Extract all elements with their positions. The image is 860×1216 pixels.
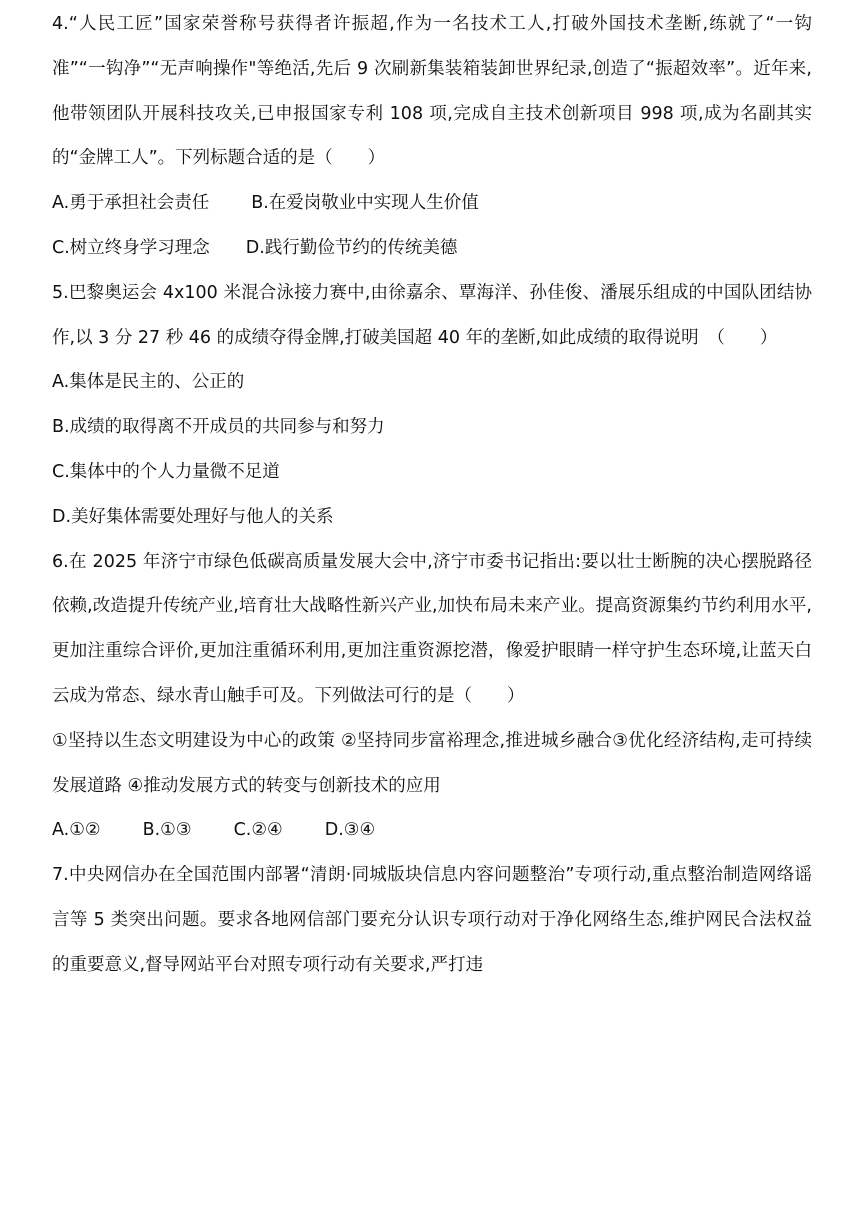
question-6-option-a: A.①② xyxy=(52,820,101,841)
question-5-option-d: D.美好集体需要处理好与他人的关系 xyxy=(52,506,334,527)
question-4-options-row-2 xyxy=(52,226,812,271)
question-6-statements: ①坚持以生态文明建设为中心的政策 ②坚持同步富裕理念,推进城乡融合③优化经济结构,走可持续发展道路 ④推动发展方式的转变与创新技术的应用 xyxy=(52,730,812,796)
question-4-option-b: B.在爱岗敬业中实现人生价值 xyxy=(251,193,479,214)
question-6-option-c: C.②④ xyxy=(233,820,283,841)
question-6-option-b: B.①③ xyxy=(142,820,192,841)
question-4-options-row-1 xyxy=(52,181,812,226)
question-4-stem: 4.“人民工匠”国家荣誉称号获得者许振超,作为一名技术工人,打破外国技术垄断,练就了“一钩准”“一钩净”“无声响操作"等绝活,先后 9 次刷新集装箱装卸世界纪录,创造了“振超效率”。近年来,他带领团队开展科技攻关,已申报国家专利 108 项,完成自主技术创新项目 998 项,成为名副其实的“金牌工人”。下列标题合适的是（ ） xyxy=(52,14,812,169)
question-5-stem: 5.巴黎奥运会 4x100 米混合泳接力赛中,由徐嘉余、覃海洋、孙佳俊、潘展乐组成的中国队团结协作,以 3 分 27 秒 46 的成绩夺得金牌,打破美国超 40 年的垄断,如此成绩的取得说明 （ ） xyxy=(52,282,812,348)
question-6-stem: 6.在 2025 年济宁市绿色低碳高质量发展大会中,济宁市委书记指出:要以壮士断腕的决心摆脱路径依赖,改造提升传统产业,培育壮大战略性新兴产业,加快布局未来产业。提高资源集约节约利用水平,更加注重综合评价,更加注重循环利用,更加注重资源挖潜，像爱护眼睛一样守护生态环境,让蓝天白云成为常态、绿水青山触手可及。下列做法可行的是（ ） xyxy=(52,551,812,706)
question-7-stem: 7.中央网信办在全国范围内部署“清朗·同城版块信息内容问题整治”专项行动,重点整治制造网络谣言等 5 类突出问题。要求各地网信部门要充分认识专项行动对于净化网络生态,维护网民合法权益的重要意义,督导网站平台对照专项行动有关要求,严打违 xyxy=(52,865,812,975)
question-5-option-a: A.集体是民主的、公正的 xyxy=(52,372,245,393)
question-6-option-d: D.③④ xyxy=(324,820,376,841)
question-4-option-a: A.勇于承担社会责任 xyxy=(52,193,210,214)
question-5-option-c: C.集体中的个人力量微不足道 xyxy=(52,461,280,482)
question-6-options-row xyxy=(52,808,812,853)
question-4-option-d: D.践行勤俭节约的传统美德 xyxy=(245,237,458,258)
question-5-option-b: B.成绩的取得离不开成员的共同参与和努力 xyxy=(52,417,385,438)
exam-page xyxy=(52,0,812,988)
question-4-option-c: C.树立终身学习理念 xyxy=(52,237,210,258)
